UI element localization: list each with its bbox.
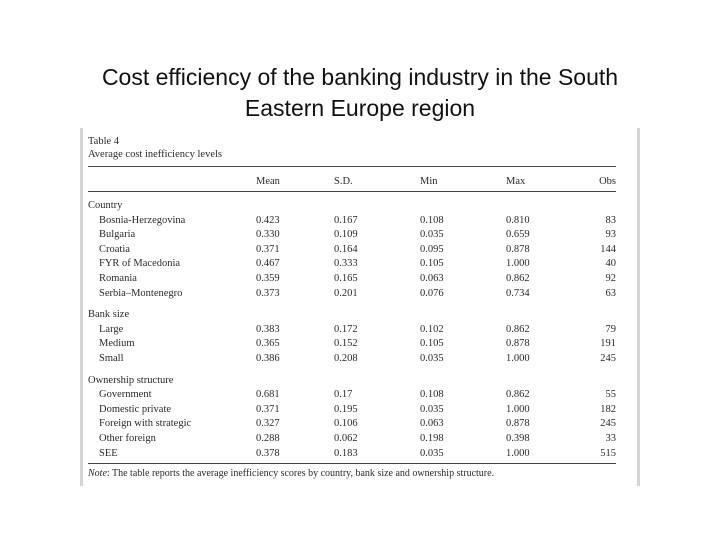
- cell-min: 0.035: [420, 352, 444, 364]
- cell-max: 1.000: [506, 258, 530, 270]
- table-row: [88, 323, 616, 338]
- column-header-obs: Obs: [599, 175, 616, 187]
- table-row: [88, 432, 616, 447]
- row-label: Domestic private: [99, 403, 172, 415]
- table-row: [88, 403, 616, 418]
- cell-obs: 55: [605, 389, 616, 401]
- cell-min: 0.095: [420, 243, 444, 255]
- cell-min: 0.102: [420, 323, 444, 335]
- cell-max: 0.862: [506, 272, 530, 284]
- table-subtitle: Average cost inefficiency levels: [88, 149, 223, 160]
- cell-obs: 83: [605, 214, 616, 226]
- cell-min: 0.108: [420, 389, 444, 401]
- cell-obs: 515: [600, 447, 616, 459]
- group-spacer-cell: [88, 192, 616, 199]
- cell-mean: 0.327: [256, 418, 280, 430]
- note-label: Note: [88, 468, 107, 479]
- cell-obs: 40: [605, 258, 616, 270]
- cell-obs: 182: [600, 403, 616, 415]
- group-spacer: [88, 192, 616, 199]
- cell-mean: 0.288: [256, 432, 280, 444]
- row-label: Government: [99, 389, 152, 401]
- cell-max: 0.878: [506, 338, 530, 350]
- column-header-min: Min: [420, 175, 438, 187]
- cell-sd: 0.164: [334, 243, 358, 255]
- cell-obs: 63: [605, 287, 616, 299]
- cell-mean: 0.378: [256, 447, 280, 459]
- cell-mean: 0.330: [256, 229, 280, 241]
- group-spacer: [88, 367, 616, 374]
- cell-max: 0.734: [506, 287, 530, 299]
- cell-mean: 0.383: [256, 323, 280, 335]
- row-label: Small: [99, 352, 124, 364]
- column-header-sd: S.D.: [334, 175, 353, 187]
- table-top-rule: [88, 166, 616, 167]
- cell-min: 0.035: [420, 447, 444, 459]
- group-heading: Ownership structure: [88, 374, 174, 386]
- table-row: [88, 257, 616, 272]
- group-heading-row: [88, 308, 616, 323]
- header-label-cell: [88, 172, 256, 192]
- slide-title: [0, 62, 720, 124]
- cell-min: 0.105: [420, 258, 444, 270]
- group-heading: Bank size: [88, 309, 130, 321]
- cell-mean: 0.371: [256, 403, 280, 415]
- cell-sd: 0.195: [334, 403, 358, 415]
- cell-mean: 0.467: [256, 258, 280, 270]
- cell-max: 0.398: [506, 432, 530, 444]
- cell-sd: 0.152: [334, 338, 358, 350]
- table-row: [88, 243, 616, 258]
- row-label: SEE: [99, 447, 118, 459]
- table-body: [88, 192, 616, 461]
- table-caption: Table 4: [88, 136, 120, 147]
- note-text: : The table reports the average inefficiency scores by country, bank size and ownership structure.: [106, 468, 495, 479]
- figure-right-edge: [637, 128, 640, 486]
- table-row: [88, 272, 616, 287]
- cell-mean: 0.359: [256, 272, 280, 284]
- cell-sd: 0.333: [334, 258, 358, 270]
- cell-sd: 0.17: [334, 389, 353, 401]
- row-label: Medium: [99, 338, 135, 350]
- cell-sd: 0.062: [334, 432, 358, 444]
- row-label: Other foreign: [99, 432, 156, 444]
- table-header-row: [88, 172, 616, 192]
- cell-obs: 93: [605, 229, 616, 241]
- cell-min: 0.105: [420, 338, 444, 350]
- cell-sd: 0.165: [334, 272, 358, 284]
- cell-mean: 0.423: [256, 214, 280, 226]
- cell-mean: 0.373: [256, 287, 280, 299]
- cell-sd: 0.106: [334, 418, 358, 430]
- cell-max: 1.000: [506, 352, 530, 364]
- cell-sd: 0.172: [334, 323, 358, 335]
- cell-sd: 0.183: [334, 447, 358, 459]
- table-bottom-rule: [88, 463, 616, 464]
- cell-mean: 0.386: [256, 352, 280, 364]
- group-spacer-cell: [88, 367, 616, 374]
- cell-min: 0.035: [420, 229, 444, 241]
- cell-obs: 33: [605, 432, 616, 444]
- cell-mean: 0.681: [256, 389, 280, 401]
- cell-max: 1.000: [506, 403, 530, 415]
- cell-mean: 0.365: [256, 338, 280, 350]
- cell-mean: 0.371: [256, 243, 280, 255]
- group-spacer: [88, 301, 616, 308]
- cell-sd: 0.208: [334, 352, 358, 364]
- figure-left-edge: [80, 128, 83, 486]
- row-label: Foreign with strategic: [99, 418, 192, 430]
- cell-sd: 0.109: [334, 229, 358, 241]
- table-row: [88, 447, 616, 462]
- group-spacer-cell: [88, 301, 616, 308]
- slide-title-line-2: Eastern Europe region: [244, 95, 476, 121]
- cell-max: 0.878: [506, 243, 530, 255]
- cell-max: 1.000: [506, 447, 530, 459]
- cell-min: 0.063: [420, 272, 444, 284]
- group-heading-row: [88, 199, 616, 214]
- group-heading-row: [88, 374, 616, 389]
- cell-obs: 245: [600, 352, 616, 364]
- table-row: [88, 352, 616, 367]
- group-heading: Country: [88, 200, 123, 211]
- table-note: [88, 468, 494, 480]
- table-row: [88, 417, 616, 432]
- column-header-mean: Mean: [256, 175, 280, 187]
- cell-min: 0.108: [420, 214, 444, 226]
- row-label: Serbia–Montenegro: [99, 287, 183, 299]
- cell-min: 0.035: [420, 403, 444, 415]
- table-row: [88, 287, 616, 302]
- cell-max: 0.862: [506, 323, 530, 335]
- row-label: Romania: [99, 272, 137, 284]
- table-row: [88, 228, 616, 243]
- cell-min: 0.076: [420, 287, 444, 299]
- cell-sd: 0.201: [334, 287, 358, 299]
- row-label: Large: [99, 323, 124, 335]
- table-row: [88, 388, 616, 403]
- cell-min: 0.198: [420, 432, 444, 444]
- cell-max: 0.659: [506, 229, 530, 241]
- slide-title-line-1: Cost efficiency of the banking industry in the South: [101, 64, 619, 90]
- table-row: [88, 214, 616, 229]
- cell-obs: 79: [605, 323, 616, 335]
- cell-sd: 0.167: [334, 214, 358, 226]
- inefficiency-table: [88, 172, 616, 461]
- cell-obs: 144: [600, 243, 616, 255]
- row-label: Bosnia-Herzegovina: [99, 214, 186, 226]
- cell-obs: 245: [600, 418, 616, 430]
- column-header-max: Max: [506, 175, 526, 187]
- cell-min: 0.063: [420, 418, 444, 430]
- cell-obs: 92: [605, 272, 616, 284]
- row-label: Bulgaria: [99, 229, 136, 241]
- table-figure: [80, 128, 640, 486]
- cell-max: 0.810: [506, 214, 530, 226]
- cell-obs: 191: [600, 338, 616, 350]
- cell-max: 0.878: [506, 418, 530, 430]
- row-label: FYR of Macedonia: [99, 258, 181, 270]
- table-row: [88, 337, 616, 352]
- row-label: Croatia: [99, 243, 130, 255]
- cell-max: 0.862: [506, 389, 530, 401]
